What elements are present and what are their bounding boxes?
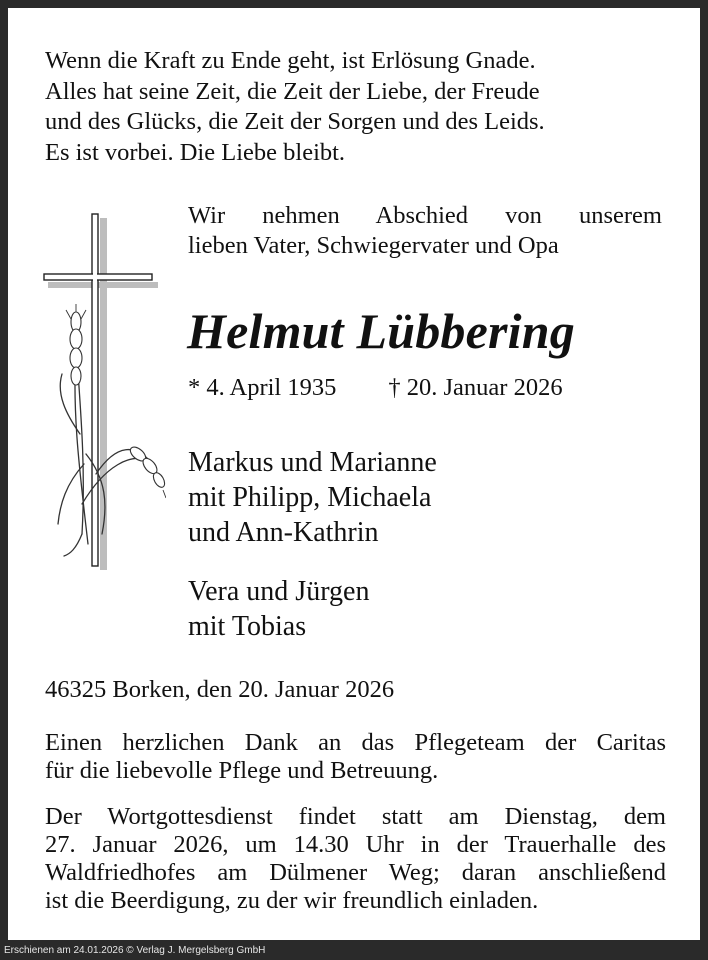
poem-line: Wenn die Kraft zu Ende geht, ist Erlösung Gnade. [45, 47, 536, 74]
intro-line: lieben Vater, Schwiegervater und Opa [188, 232, 559, 259]
mourner-line: Markus und Marianne [188, 447, 437, 478]
service-line: Waldfriedhofes am Dülmener Weg; daran anschließend [45, 859, 666, 886]
deceased-name: Helmut Lübbering [187, 303, 575, 359]
mourners-group-2 [188, 574, 369, 644]
farewell-intro [188, 201, 662, 261]
service-line: Der Wortgottesdienst findet statt am Dienstag, dem [45, 803, 666, 830]
intro-line: Wir nehmen Abschied von unserem [188, 202, 662, 229]
poem-line: Es ist vorbei. Die Liebe bleibt. [45, 138, 346, 166]
thanks-line: für die liebevolle Pflege und Betreuung. [45, 757, 439, 784]
poem [45, 46, 645, 168]
service-line: 27. Januar 2026, um 14.30 Uhr in der Trauerhalle des [45, 831, 666, 858]
mourner-line: mit Tobias [188, 611, 307, 642]
service-line: ist die Beerdigung, zu der wir freundlich einladen. [45, 887, 539, 914]
birth-date: * 4. April 1935 [188, 374, 337, 401]
poem-line: Alles hat seine Zeit, die Zeit der Liebe, der Freude [45, 77, 540, 105]
thanks-paragraph [45, 729, 666, 785]
mourner-line: Vera und Jürgen [188, 576, 370, 607]
thanks-line: Einen herzlichen Dank an das Pflegeteam der Caritas [45, 729, 666, 756]
poem-line: und des Glücks, die Zeit der Sorgen und des Leids. [45, 108, 545, 135]
death-date: † 20. Januar 2026 [388, 374, 563, 401]
life-dates [188, 374, 563, 402]
cross-with-wheat-icon [36, 204, 166, 574]
place-date: 46325 Borken, den 20. Januar 2026 [45, 676, 395, 703]
obituary-notice [8, 8, 700, 940]
publication-footer: Erschienen am 24.01.2026 © Verlag J. Mergelsberg GmbH [4, 945, 266, 956]
mourners-group-1 [188, 445, 437, 550]
mourner-line: mit Philipp, Michaela [188, 482, 432, 513]
mourner-line: und Ann-Kathrin [188, 517, 379, 548]
service-paragraph [45, 803, 666, 915]
